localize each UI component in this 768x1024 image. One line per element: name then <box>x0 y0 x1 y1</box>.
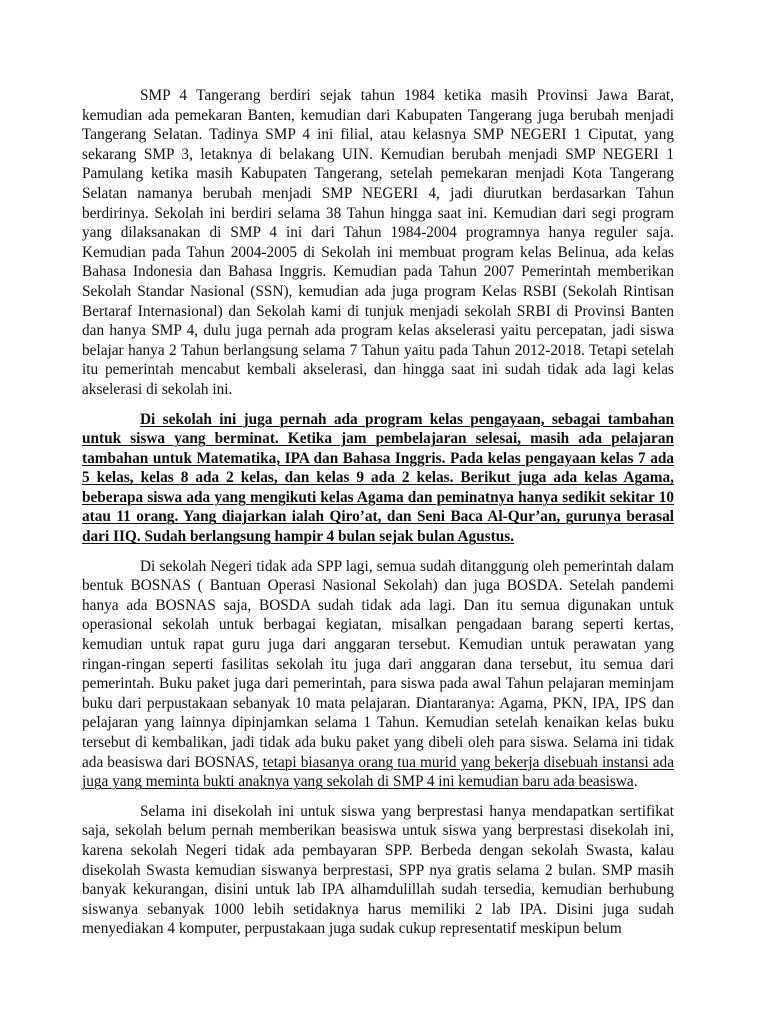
paragraph-funding <box>82 557 674 792</box>
document-page <box>82 86 674 949</box>
funding-underlined-text: tetapi biasanya orang tua murid yang bekerja disebuah instansi ada juga yang meminta bukti anaknya yang sekolah di SMP 4 ini kemudian baru ada beasiswa <box>82 753 674 791</box>
paragraph-school-history: SMP 4 Tangerang berdiri sejak tahun 1984 ketika masih Provinsi Jawa Barat, kemudian ada pemekaran Banten, kemudian dari Kabupaten Tangerang juga berubah menjadi Tangerang Selatan. Tadinya SMP 4 ini filial, atau kelasnya SMP NEGERI 1 Ciputat, yang sekarang SMP 3, letaknya di belakang UIN. Kemudian berubah menjadi SMP NEGERI 1 Pamulang ketika masih Kabupaten Tangerang, setelah pemekaran menjadi Kota Tangerang Selatan namanya berubah menjadi SMP NEGERI 4, jadi diurutkan berdasarkan Tahun berdirinya. Sekolah ini berdiri selama 38 Tahun hingga saat ini. Kemudian dari segi program yang dilaksanakan di SMP 4 ini dari Tahun 1984-2004 programnya hanya reguler saja. Kemudian pada Tahun 2004-2005 di Sekolah ini membuat program kelas Belinua, ada kelas Bahasa Indonesia dan Bahasa Inggris. Kemudian pada Tahun 2007 Pemerintah memberikan Sekolah Standar Nasional (SSN), kemudian ada juga program Kelas RSBI (Sekolah Rintisan Bertaraf Internasional) dan Sekolah kami di tunjuk menjadi sekolah SRBI di Provinsi Banten dan hanya SMP 4, dulu juga pernah ada program kelas akselerasi yaitu percepatan, jadi siswa belajar hanya 2 Tahun berlangsung selama 7 Tahun yaitu pada Tahun 2012-2018. Tetapi setelah itu pemerintah mencabut kembali akselerasi, dan hingga saat ini sudah tidak ada lagi kelas akselerasi di sekolah ini. <box>82 87 674 398</box>
funding-text: Di sekolah Negeri tidak ada SPP lagi, semua sudah ditanggung oleh pemerintah dalam bentuk BOSNAS ( Bantuan Operasi Nasional Sekolah) dan juga BOSDA. Setelah pandemi hanya ada BOSNAS saja, BOSDA sudah tidak ada lagi. Dan itu semua digunakan untuk operasional sekolah untuk berbagai kegiatan, misalkan pengadaan barang seperti kertas, kemudian untuk rapat guru juga dari anggaran tersebut. Kemudian untuk perawatan yang ringan-ringan seperti fasilitas sekolah itu juga dari anggaran dana tersebut, itu semua dari pemerintah. Buku paket juga dari pemerintah, para siswa pada awal Tahun pelajaran meminjam buku dari perpustakaan sebanyak 10 mata pelajaran. Diantaranya: Agama, PKN, IPA, IPS dan pelajaran yang lainnya dipinjamkan selama 1 Tahun. Kemudian setelah kenaikan kelas buku tersebut di kembalikan, jadi tidak ada buku paket yang dibeli oleh para siswa. Selama ini tidak ada beasiswa dari BOSNAS, <box>82 557 674 771</box>
paragraph-achievements: Selama ini disekolah ini untuk siswa yang berprestasi hanya mendapatkan sertifikat saja, sekolah belum pernah memberikan beasiswa untuk siswa yang berprestasi disekolah ini, karena sekolah Negeri tidak ada pembayaran SPP. Berbeda dengan sekolah Swasta, kalau disekolah Swasta kemudian siswanya berprestasi, SPP nya gratis selama 2 bulan. SMP masih banyak kekurangan, disini untuk lab IPA alhamdulillah sudah tersedia, kemudian berhubung siswanya sebanyak 1000 lebih setidaknya harus memiliki 2 lab IPA. Disini juga sudah menyediakan 4 komputer, perpustakaan juga sudak cukup representatif meskipun belum <box>82 802 674 938</box>
paragraph-enrichment-classes: Di sekolah ini juga pernah ada program kelas pengayaan, sebagai tambahan untuk siswa yang berminat. Ketika jam pembelajaran selesai, masih ada pelajaran tambahan untuk Matematika, IPA dan Bahasa Inggris. Pada kelas pengayaan kelas 7 ada 5 kelas, kelas 8 ada 2 kelas, dan kelas 9 ada 2 kelas. Berikut juga ada kelas Agama, beberapa siswa ada yang mengikuti kelas Agama dan peminatnya hanya sedikit sekitar 10 atau 11 orang. Yang diajarkan ialah Qiro’at, dan Seni Baca Al-Qur’an, gurunya berasal dari IIQ. Sudah berlangsung hampir 4 bulan sejak bulan Agustus. <box>82 410 674 546</box>
funding-text-end: . <box>633 773 638 791</box>
